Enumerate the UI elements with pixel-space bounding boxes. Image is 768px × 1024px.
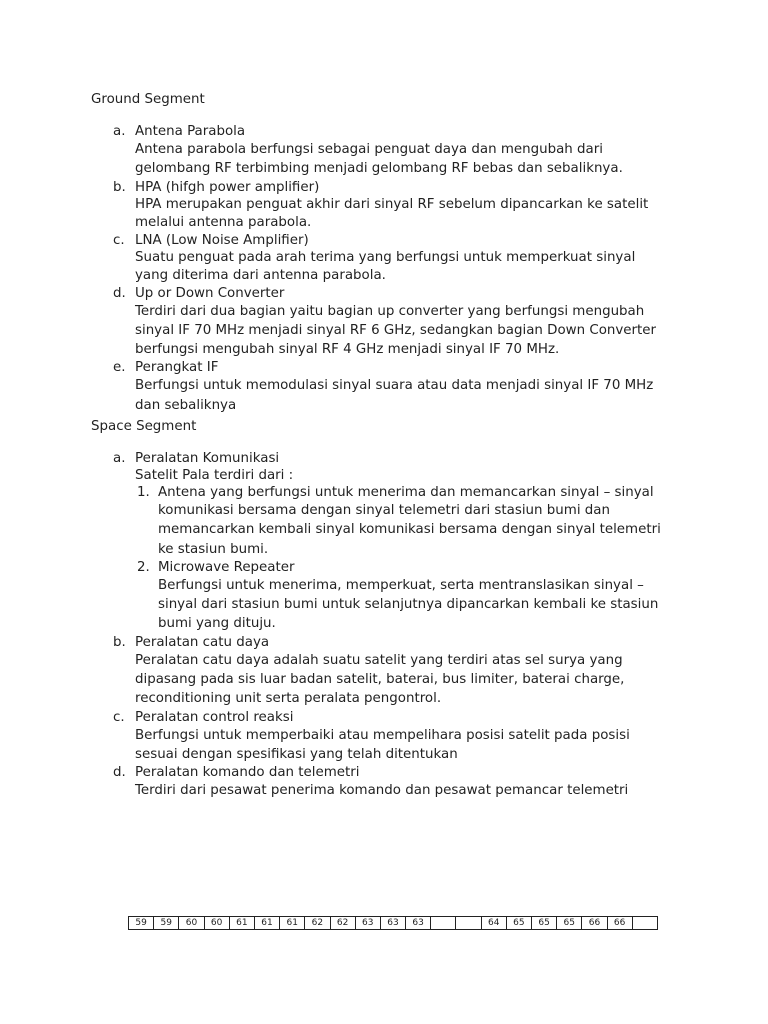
ground-list-item [91,359,691,415]
space-segment-heading: Space Segment [91,419,197,434]
ruler-cell: 65 [506,917,531,930]
subitem-text-line: komunikasi bersama dengan sinyal telemetri dari stasiun bumi dan [158,503,610,518]
item-text-line: melalui antenna parabola. [135,214,312,230]
list-marker: e. [113,360,126,376]
sublist-item [135,559,691,634]
ruler-cell: 65 [532,917,557,930]
space-list-item [91,450,691,634]
list-marker: a. [113,124,126,139]
space-list-item [91,634,691,709]
ground-list-item [91,123,691,179]
ruler-cell: 59 [154,917,179,930]
item-title: Perangkat IF [135,360,219,376]
subitem-text-line: sinyal dari stasiun bumi untuk selanjutnya dipancarkan kembali ke stasiun [158,597,659,613]
item-title: LNA (Low Noise Amplifier) [135,232,309,248]
sublist-item [135,484,691,559]
subitem-text-line: memancarkan kembali sinyal komunikasi bersama dengan sinyal telemetri [158,522,661,538]
item-title: HPA (hifgh power amplifier) [135,179,320,195]
page-number-ruler [128,916,658,930]
item-title: Antena Parabola [135,124,246,139]
list-marker: c. [113,709,125,725]
ruler-cell: 61 [229,917,254,930]
item-text-line: Berfungsi untuk memperbaiki atau mempelihara posisi satelit pada posisi [135,727,630,743]
ruler-cell: 64 [481,917,506,930]
ruler-cell: 66 [607,917,632,930]
ruler-cell: 60 [179,917,204,930]
subitem-text-line: ke stasiun bumi. [158,541,269,557]
item-title: Peralatan komando dan telemetri [135,765,360,781]
item-text-line: dan sebaliknya [135,397,237,413]
item-text-line: Terdiri dari dua bagian yaitu bagian up converter yang berfungsi mengubah [135,303,645,319]
ruler-cell: 59 [129,917,154,930]
item-text-line: yang diterima dari antenna parabola. [135,267,386,283]
list-marker: b. [113,179,126,195]
item-text-line: berfungsi mengubah sinyal RF 4 GHz menjadi sinyal IF 70 MHz. [135,342,560,358]
ruler-cell [431,917,456,930]
ruler-cell: 65 [557,917,582,930]
numbered-sublist [135,484,691,634]
ground-list-item [91,179,691,232]
subitem-text-line: Microwave Repeater [158,559,295,575]
list-marker: a. [113,451,126,466]
item-title: Up or Down Converter [135,285,285,301]
item-text-line: sinyal IF 70 MHz menjadi sinyal RF 6 GHz, sedangkan bagian Down Converter [135,322,657,338]
ruler-cell [632,917,657,930]
list-marker: c. [113,232,125,248]
item-text-line: Terdiri dari pesawat penerima komando dan pesawat pemancar telemetri [135,783,629,799]
item-intro: Satelit Pala terdiri dari : [135,468,294,483]
ground-segment-list [91,123,691,415]
subitem-text-line: Antena yang berfungsi untuk menerima dan memancarkan sinyal – sinyal [158,485,654,500]
ground-segment-heading: Ground Segment [91,92,205,107]
item-text-line: Suatu penguat pada arah terima yang berfungsi untuk memperkuat sinyal [135,249,636,265]
item-text-line: reconditioning unit serta peralata pengontrol. [135,691,442,707]
sublist-marker: 1. [137,485,150,500]
item-text-line: HPA merupakan penguat akhir dari sinyal RF sebelum dipancarkan ke satelit [135,196,649,212]
list-marker: d. [113,285,126,301]
item-text-line: Peralatan catu daya adalah suatu satelit yang terdiri atas sel surya yang [135,652,623,668]
item-text-line: sesuai dengan spesifikasi yang telah ditentukan [135,746,458,762]
list-marker: b. [113,634,126,650]
item-text-line: Berfungsi untuk memodulasi sinyal suara atau data menjadi sinyal IF 70 MHz [135,378,654,394]
ground-list-item [91,285,691,360]
subitem-text-line: Berfungsi untuk menerima, memperkuat, serta mentranslasikan sinyal – [158,577,644,593]
item-title: Peralatan catu daya [135,634,270,650]
ruler-cell: 61 [254,917,279,930]
ruler-cell: 63 [380,917,405,930]
subitem-text-line: bumi yang dituju. [158,616,276,632]
ruler-cell: 60 [204,917,229,930]
ruler-cell [456,917,481,930]
ruler-cell: 66 [582,917,607,930]
ground-list-item [91,232,691,285]
item-text-line: gelombang RF terbimbing menjadi gelombang RF bebas dan sebaliknya. [135,161,623,177]
item-text-line: Antena parabola berfungsi sebagai penguat daya dan mengubah dari [135,142,603,157]
sublist-marker: 2. [137,559,150,575]
space-list-item [91,709,691,765]
item-text-line: dipasang pada sis luar badan satelit, baterai, bus limiter, baterai charge, [135,672,625,688]
item-title: Peralatan Komunikasi [135,451,280,466]
list-marker: d. [113,765,126,781]
item-title: Peralatan control reaksi [135,709,294,725]
space-segment-list [91,450,691,801]
ruler-cell: 61 [280,917,305,930]
ruler-cell: 63 [355,917,380,930]
ruler-cell: 63 [406,917,431,930]
ruler-cell: 62 [330,917,355,930]
ruler-cell: 62 [305,917,330,930]
space-list-item [91,764,691,800]
